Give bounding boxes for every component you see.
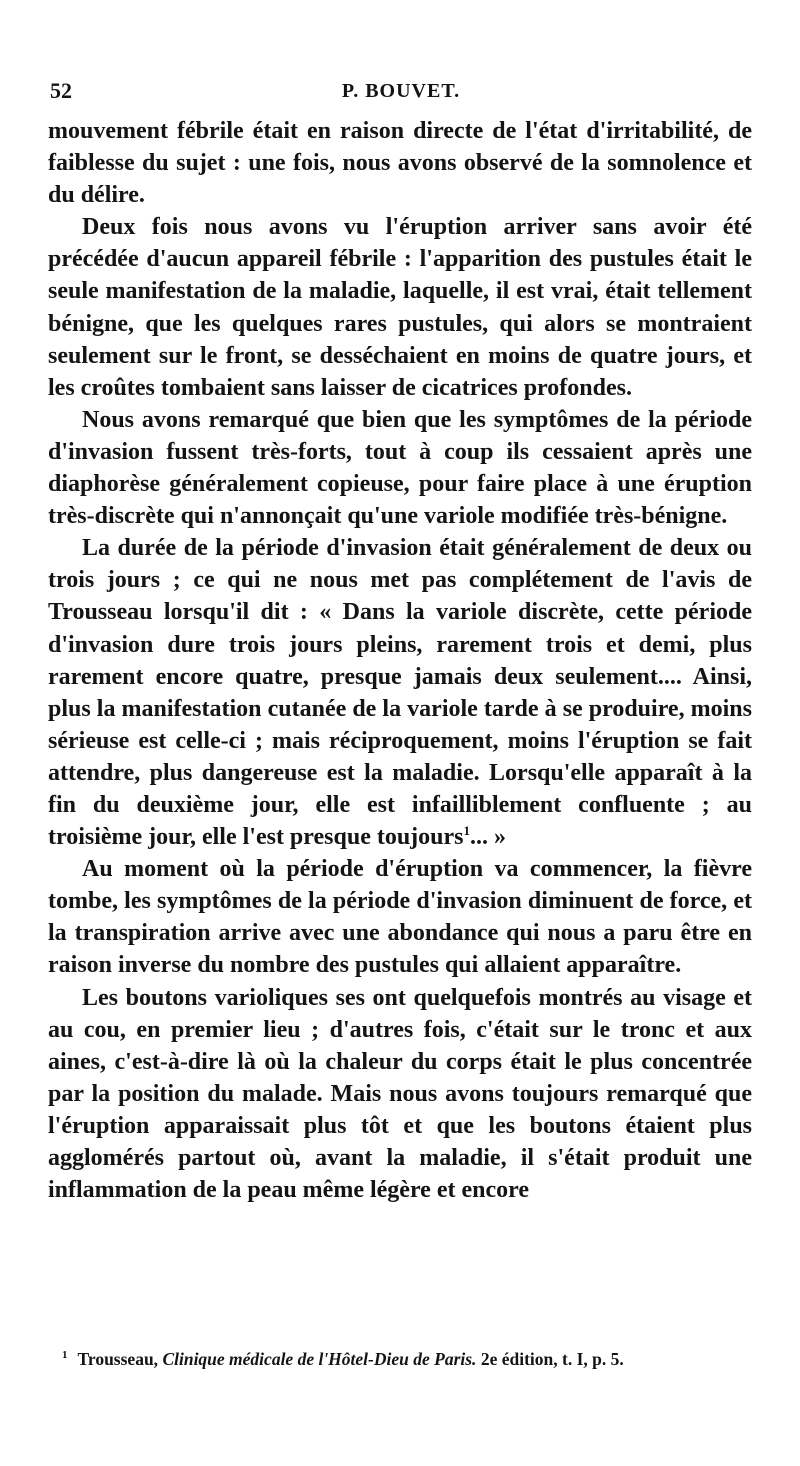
paragraph: Au moment où la période d'éruption va commencer, la fièvre tombe, les symptômes de la période d'invasion diminuent de force, et la transpiration arrive avec une abondance qui nous a paru être en raison inverse du nombre des pustules qui allaient apparaître. — [48, 856, 752, 979]
footnote-reference: 1 — [463, 823, 471, 839]
footnote — [52, 1348, 752, 1370]
paragraph-text: La durée de la période d'invasion était généralement de deux ou trois jours ; ce qui ne nous met pas complétement de l'avis de Trousseau lorsqu'il dit : « Dans la variole discrète, cette période d'invasion dure trois jours pleins, rarement trois et demi, plus rarement encore quatre, presque jamais deux seulement.... Ainsi, plus la manifestation cutanée de la variole tarde à se produire, moins sérieuse est celle-ci ; mais réciproquement, moins l'éruption se fait attendre, plus dangereuse est la maladie. Lorsqu'elle apparaît à la fin du deuxième jour, elle est infailliblement confluente ; au troisième jour, elle l'est presque toujours — [48, 535, 752, 851]
paragraph: Deux fois nous avons vu l'éruption arriver sans avoir été précédée d'aucun appareil fébrile : l'apparition des pustules était le seule manifestation de la maladie, laquelle, il est vrai, était tellement bénigne, que les quelques rares pustules, qui alors se montraient seulement sur le front, se desséchaient en moins de quatre jours, et les croûtes tombaient sans laisser de cicatrices profondes. — [48, 214, 752, 401]
footnote-mark: 1 — [62, 1349, 68, 1362]
footnote-title: Clinique médicale de l'Hôtel-Dieu de Paris. — [162, 1349, 477, 1369]
paragraph: Les boutons varioliques ses ont quelquefois montrés au visage et au cou, en premier lieu ; d'autres fois, c'était sur le tronc et aux aines, c'est-à-dire là où la chaleur du corps était le plus concentrée par la position du malade. Mais nous avons toujours remarqué que l'éruption apparaissait plus tôt et que les boutons étaient plus agglomérés partout où, avant la maladie, il s'était produit une inflammation de la peau même légère et encore — [48, 984, 752, 1204]
body-text — [48, 115, 752, 1206]
paragraph: Nous avons remarqué que bien que les symptômes de la période d'invasion fussent très-forts, tout à coup ils cessaient après une diaphorèse généralement copieuse, pour faire place à une éruption très-discrète qui n'annonçait qu'une variole modifiée très-bénigne. — [48, 406, 752, 530]
paragraph-text-end: ... » — [470, 824, 507, 851]
paragraph-continued: mouvement fébrile était en raison directe de l'état d'irritabilité, de faiblesse du sujet : une fois, nous avons observé de la somnolence et du délire. — [48, 118, 752, 209]
paragraph-with-quotation — [48, 532, 752, 853]
page-number: 52 — [50, 78, 72, 103]
footnote-details: 2e édition, t. I, p. 5. — [480, 1349, 624, 1369]
footnote-author: Trousseau, — [77, 1349, 159, 1369]
running-head: P. BOUVET. — [341, 80, 461, 102]
page-header — [50, 78, 752, 108]
